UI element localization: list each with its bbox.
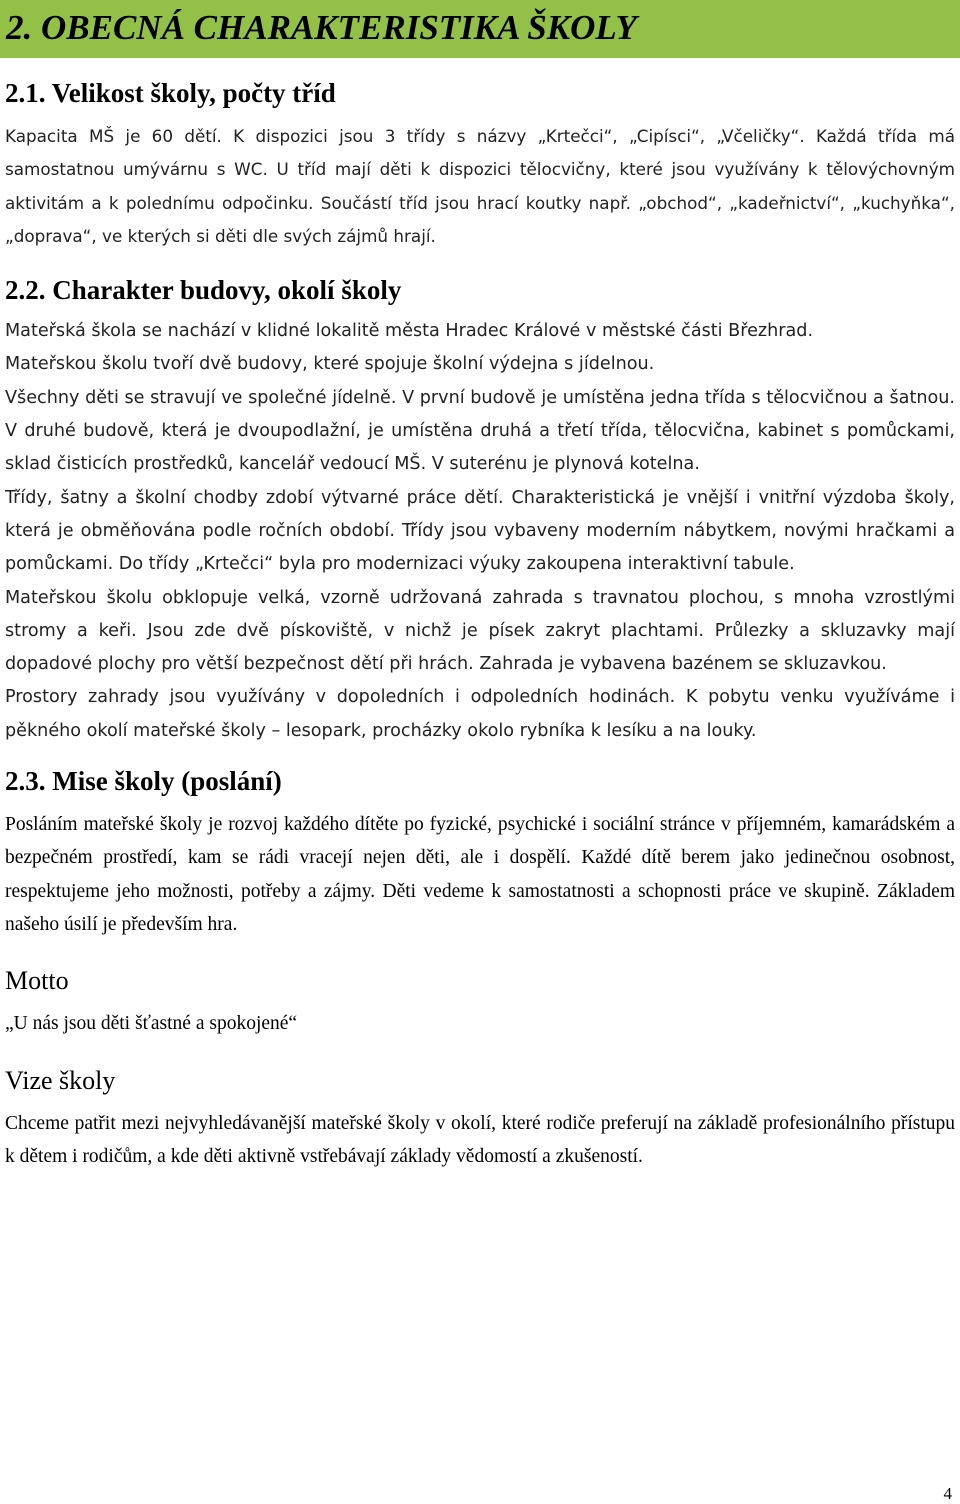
vision-heading: Vize školy (5, 1065, 116, 1095)
motto-text: „U nás jsou děti šťastné a spokojené“ (5, 1013, 298, 1035)
chapter-banner (0, 0, 960, 58)
document-body (5, 74, 955, 1173)
motto-heading: Motto (5, 966, 69, 996)
mission-paragraph: Posláním mateřské školy je rozvoj každého dítěte po fyzické, psychické i sociální stránce v příjemném, kamarádském a bezpečném prostředí, kam se rádi vracejí nejen děti, ale i dospělí. Každé dítě berem jako jedinečnou osobnost, respektujeme jeho možnosti, potřeby a zájmy. Děti vedeme k samostatnosti a schopnosti práce ve skupině. Základem našeho úsilí je především hra. (5, 814, 955, 935)
page-number: 4 (943, 1484, 952, 1503)
section-heading-size: 2.1. Velikost školy, počty tříd (5, 78, 336, 108)
chapter-title: 2. OBECNÁ CHARAKTERISTIKA ŠKOLY (6, 8, 637, 47)
section-heading-building: 2.2. Charakter budovy, okolí školy (5, 275, 402, 306)
vision-paragraph: Chceme patřit mezi nejvyhledávanější mateřské školy v okolí, které rodiče preferují na základě profesionálního přístupu k dětem i rodičům, a kde děti aktivně vstřebávají základy vědomostí a zkušeností. (5, 1112, 955, 1167)
building-paragraph-outdoor: Prostory zahrady jsou využívány v dopoledních i odpoledních hodinách. K pobytu venku využíváme i pěkného okolí mateřské školy – lesopark, procházky okolo rybníka k lesíku a na louky. (5, 687, 955, 741)
building-paragraph-garden: Mateřskou školu obklopuje velká, vzorně udržovaná zahrada s travnatou plochou, s mnoha vzrostlými stromy a keři. Jsou zde dvě pískoviště, v nichž je písek zakryt plachtami. Průlezky a skluzavky mají dopadové plochy pro větší bezpečnost dětí při hrách. Zahrada je vybavena bazénem se skluzavkou. (5, 587, 955, 675)
building-paragraph-location: Mateřská škola se nachází v klidné lokalitě města Hradec Králové v městské části Březhrad. (5, 321, 814, 342)
section-heading-mission: 2.3. Mise školy (poslání) (5, 766, 282, 797)
building-paragraph-decor: Třídy, šatny a školní chodby zdobí výtvarné práce dětí. Charakteristická je vnější i vnitřní výzdoba školy, která je obměňována podle ročních období. Třídy jsou vybaveny moderním nábytkem, novými hračkami a pomůckami. Do třídy „Krtečci“ byla pro modernizaci výuky zakoupena interaktivní tabule. (5, 487, 955, 575)
section-paragraph-size: Kapacita MŠ je 60 dětí. K dispozici jsou 3 třídy s názvy „Krtečci“, „Cipísci“, „Včeličky“. Každá třída má samostatnou umývárnu s WC. U tříd mají děti k dispozici tělocvičny, které jsou využívány k tělovýchovným aktivitám a k polednímu odpočinku. Součástí tříd jsou hrací koutky např. „obchod“, „kadeřnictví“, „kuchyňka“, „doprava“, ve kterých si děti dle svých zájmů hrají. (5, 126, 955, 246)
building-paragraph-dining: Všechny děti se stravují ve společné jídelně. V první budově je umístěna jedna třída s tělocvičnou a šatnou. V druhé budově, která je dvoupodlažní, je umístěna druhá a třetí třída, tělocvična, kabinet s pomůckami, sklad čisticích prostředků, kancelář vedoucí MŠ. V suterénu je plynová kotelna. (5, 387, 955, 475)
building-paragraph-structure: Mateřskou školu tvoří dvě budovy, které spojuje školní výdejna s jídelnou. (5, 354, 655, 375)
